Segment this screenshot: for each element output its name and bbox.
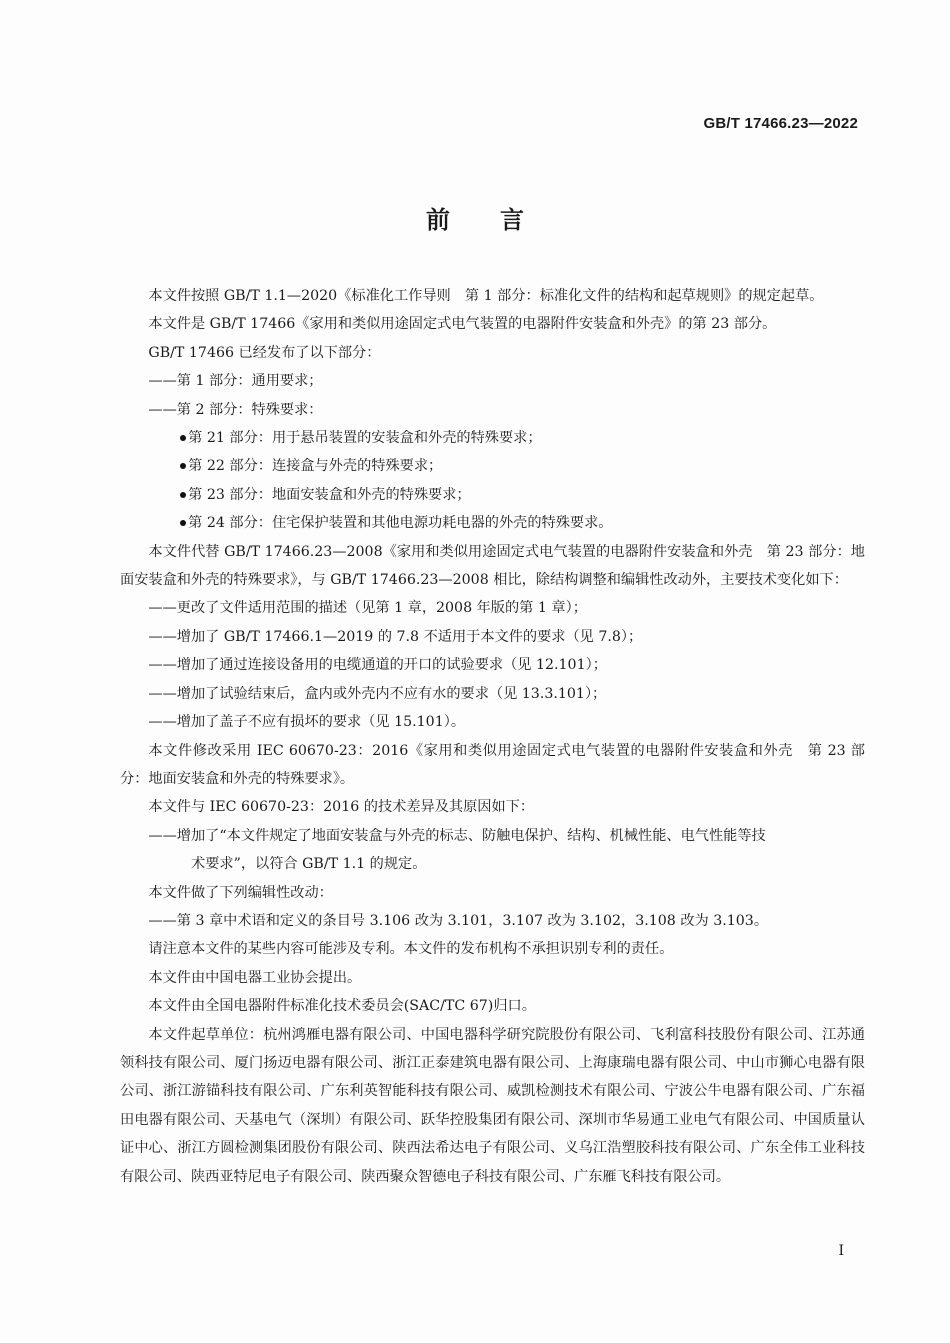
paragraph: 本文件修改采用 IEC 60670-23：2016《家用和类似用途固定式电气装置的电器附件安装盒和外壳 第 23 部分：地面安装盒和外壳的特殊要求》。 — [120, 742, 865, 787]
dash-item: ——第 2 部分：特殊要求： — [148, 401, 323, 418]
paragraph: 本文件与 IEC 60670-23：2016 的技术差异及其原因如下： — [148, 799, 535, 816]
paragraph: 本文件代替 GB/T 17466.23—2008《家用和类似用途固定式电气装置的电器附件安装盒和外壳 第 23 部分：地面安装盒和外壳的特殊要求》，与 GB/T 17466.23—2008 相比，除结构调整和编辑性改动外，主要技术变化如下： — [120, 543, 865, 589]
dash-item-continuation: 术要求”，以符合 GB/T 1.1 的规定。 — [191, 856, 427, 873]
paragraph: 本文件由中国电器工业协会提出。 — [148, 969, 362, 986]
page-number: I — [838, 1243, 844, 1259]
paragraph: 本文件按照 GB/T 1.1—2020《标准化工作导则 第 1 部分：标准化文件的结构和起草规则》的规定起草。 — [148, 288, 824, 304]
standard-code: GB/T 17466.23—2022 — [703, 115, 858, 132]
paragraph: 本文件是 GB/T 17466《家用和类似用途固定式电气装置的电器附件安装盒和外壳》的第 23 部分。 — [148, 316, 777, 333]
dash-item: ——更改了文件适用范围的描述（见第 1 章，2008 年版的第 1 章）； — [148, 600, 587, 617]
bullet-item — [120, 481, 865, 509]
dash-item: ——第 3 章中术语和定义的条目号 3.106 改为 3.101，3.107 改为 3.102，3.108 改为 3.103。 — [148, 912, 769, 929]
paragraph: 本文件做了下列编辑性改动： — [148, 884, 333, 901]
bullet-icon — [180, 520, 186, 526]
bullet-text: 第 23 部分：地面安装盒和外壳的特殊要求； — [188, 486, 471, 503]
bullet-icon — [180, 435, 186, 441]
paragraph: 请注意本文件的某些内容可能涉及专利。本文件的发布机构不承担识别专利的责任。 — [148, 941, 674, 958]
dash-item: ——增加了 GB/T 17466.1—2019 的 7.8 不适用于本文件的要求（见 7.8）； — [148, 628, 643, 645]
page-title: 前言 — [426, 206, 574, 234]
bullet-icon — [180, 463, 186, 469]
bullet-text: 第 21 部分：用于悬吊装置的安装盒和外壳的特殊要求； — [188, 430, 542, 447]
dash-item: ——第 1 部分：通用要求； — [148, 373, 323, 390]
bullet-item — [120, 509, 865, 537]
bullet-icon — [180, 492, 186, 498]
bullet-item — [120, 452, 865, 480]
dash-item: ——增加了盖子不应有损坏的要求（见 15.101）。 — [148, 714, 466, 731]
foreword-body — [120, 282, 865, 1191]
dash-item: ——增加了试验结束后，盒内或外壳内不应有水的要求（见 13.3.101）； — [148, 685, 607, 702]
bullet-text: 第 24 部分：住宅保护装置和其他电源功耗电器的外壳的特殊要求。 — [188, 515, 613, 532]
paragraph: 本文件由全国电器附件标准化技术委员会(SAC/TC 67)归口。 — [148, 998, 536, 1015]
paragraph: GB/T 17466 已经发布了以下部分： — [148, 344, 381, 361]
dash-item: ——增加了通过连接设备用的电缆通道的开口的试验要求（见 12.101）； — [148, 657, 607, 674]
paragraph: 本文件起草单位：杭州鸿雁电器有限公司、中国电器科学研究院股份有限公司、飞利富科技股份有限公司、江苏通领科技有限公司、厦门扬迈电器有限公司、浙江正泰建筑电器有限公司、上海康瑞电器有限公司、中山市狮心电器有限公司、浙江游锚科技有限公司、广东利英智能科技有限公司、威凯检测技术有限公司、宁波公牛电器有限公司、广东福田电器有限公司、天基电气（深圳）有限公司、跃华控股集团有限公司、深圳市华易通工业电气有限公司、中国质量认证中心、浙江方圆检测集团股份有限公司、陕西法希达电子有限公司、义乌江浩塑胶科技有限公司、广东全伟工业科技有限公司、陕西亚特尼电子有限公司、陕西聚众智德电子科技有限公司、广东雁飞科技有限公司。 — [120, 1026, 865, 1185]
bullet-item — [120, 424, 865, 452]
dash-item: ——增加了“本文件规定了地面安装盒与外壳的标志、防触电保护、结构、机械性能、电气性能等技 — [148, 827, 766, 844]
bullet-text: 第 22 部分：连接盒与外壳的特殊要求； — [188, 458, 443, 475]
